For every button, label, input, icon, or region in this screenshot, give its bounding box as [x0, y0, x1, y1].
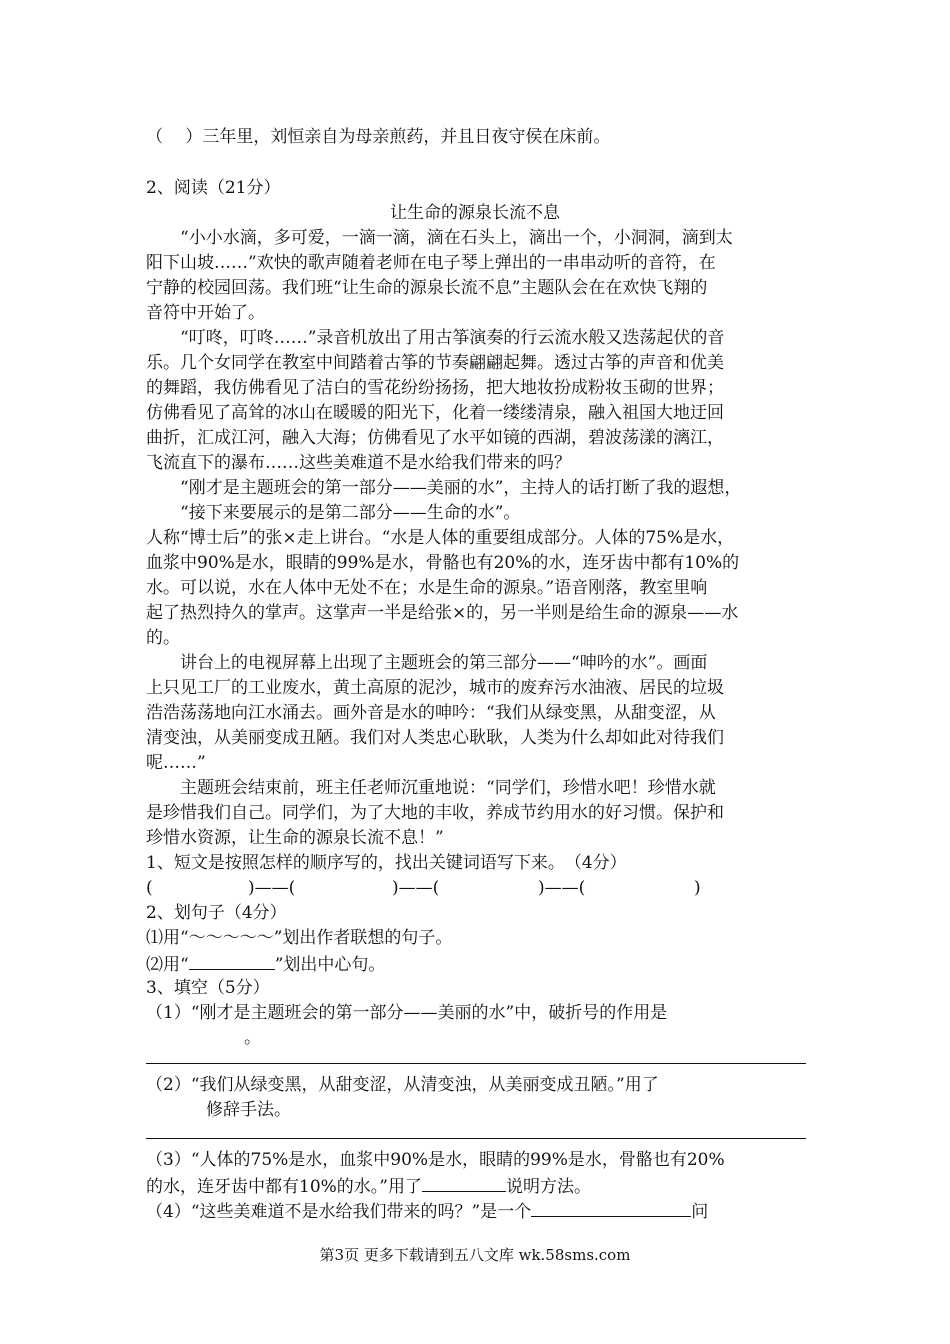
chain-part: )——( — [538, 878, 586, 898]
passage-line: 主题班会结束前，班主任老师沉重地说：“同学们，珍惜水吧！珍惜水就 — [146, 778, 716, 798]
section-heading: 2、阅读（21分） — [146, 178, 281, 198]
passage-line: 曲折，汇成江河，融入大海；仿佛看见了水平如镜的西湖，碧波荡漾的漓江， — [146, 428, 724, 448]
chain-part: )——( — [248, 878, 296, 898]
passage-line: 人称“博士后”的张×走上讲台。“水是人体的重要组成部分。人体的75%是水， — [146, 528, 735, 548]
passage-line: 清变浊，从美丽变成丑陋。我们对人类忠心耿耿，人类为什么却如此对待我们 — [146, 728, 724, 748]
passage-line: 上只见工厂的工业废水，黄土高原的泥沙，城市的废弃污水油液、居民的垃圾 — [146, 678, 724, 698]
underline-sample — [189, 951, 275, 970]
sub-4-prefix: （4）“这些美难道不是水给我们带来的吗？”是一个 — [146, 1202, 532, 1222]
question-3-sub-3: （3）“人体的75%是水，血浆中90%是水，眼睛的99%是水，骨骼也有20% — [146, 1150, 725, 1170]
answer-line[interactable] — [146, 1063, 806, 1064]
item-2-prefix: ⑵用“ — [146, 955, 189, 975]
passage-line: 阳下山坡……”欢快的歌声随着老师在电子琴上弹出的一串串动听的音符，在 — [146, 253, 716, 273]
question-1: 1、短文是按照怎样的顺序写的，找出关键词语写下来。 （4分） — [146, 853, 627, 873]
chain-part: )——( — [392, 878, 440, 898]
passage-line: 讲台上的电视屏幕上出现了主题班会的第三部分——“呻吟的水”。画面 — [146, 653, 708, 673]
passage-line: “叮咚，叮咚……”录音机放出了用古筝演奏的行云流水般又迭荡起伏的音 — [146, 328, 725, 348]
question-3-sub-1: （1）“刚才是主题班会的第一部分——美丽的水”中，破折号的作用是 — [146, 1003, 668, 1023]
question-3-sub-4 — [146, 1198, 708, 1224]
sub-3-prefix: 的水，连牙齿中都有10%的水。”用了 — [146, 1177, 422, 1197]
passage-line: 乐。几个女同学在教室中间踏着古筝的节奏翩翩起舞。透过古筝的声音和优美 — [146, 353, 724, 373]
chain-part: ) — [694, 878, 701, 898]
passage-line: 珍惜水资源，让生命的源泉长流不息！” — [146, 828, 444, 848]
question-3-sub-3-line-2 — [146, 1173, 591, 1199]
passage-line: 飞流直下的瀑布……这些美难道不是水给我们带来的吗？ — [146, 453, 571, 473]
item-2-suffix: ”划出中心句。 — [274, 955, 386, 975]
passage-line: 的。 — [146, 628, 180, 648]
passage-line: “刚才是主题班会的第一部分——美丽的水”，主持人的话打断了我的遐想， — [146, 478, 742, 498]
question-3-sub-1-end: 。 — [244, 1028, 261, 1048]
answer-blank[interactable] — [531, 1198, 691, 1217]
passage-title: 让生命的源泉长流不息 — [390, 203, 560, 223]
passage-line: 的舞蹈，我仿佛看见了洁白的雪花纷纷扬扬，把大地妆扮成粉妆玉砌的世界； — [146, 378, 724, 398]
question-2: 2、划句子（4分） — [146, 903, 287, 923]
question-3-sub-2-end: 修辞手法。 — [206, 1100, 291, 1120]
passage-line: 起了热烈持久的掌声。这掌声一半是给张×的，另一半则是给生命的源泉——水 — [146, 603, 739, 623]
chain-part: ( — [146, 878, 153, 898]
passage-line: 音符中开始了。 — [146, 303, 265, 323]
question-2-item-2 — [146, 951, 385, 977]
passage-line: 是珍惜我们自己。同学们，为了大地的丰收，养成节约用水的好习惯。保护和 — [146, 803, 724, 823]
passage-line: 血浆中90%是水，眼睛的99%是水，骨骼也有20%的水，连牙齿中都有10%的 — [146, 553, 740, 573]
passage-line: “小小水滴，多可爱，一滴一滴，滴在石头上，滴出一个，小洞洞，滴到太 — [146, 228, 733, 248]
top-line: （ ）三年里，刘恒亲自为母亲煎药，并且日夜守侯在床前。 — [146, 127, 611, 147]
passage-line: 宁静的校园回荡。我们班“让生命的源泉长流不息”主题队会在在欢快飞翔的 — [146, 278, 708, 298]
answer-blank[interactable] — [422, 1173, 506, 1192]
passage-line: 水。可以说，水在人体中无处不在；水是生命的源泉。”语音刚落，教室里响 — [146, 578, 708, 598]
passage-line: 呢……” — [146, 753, 206, 773]
passage-line: 浩浩荡荡地向江水涌去。画外音是水的呻吟：“我们从绿变黑，从甜变涩，从 — [146, 703, 716, 723]
question-3: 3、填空（5分） — [146, 978, 270, 998]
passage-line: 仿佛看见了高耸的冰山在暖暖的阳光下，化着一缕缕清泉，融入祖国大地迂回 — [146, 403, 724, 423]
question-2-item-1: ⑴用“～～～～～”划出作者联想的句子。 — [146, 928, 453, 948]
sub-3-suffix: 说明方法。 — [505, 1177, 591, 1197]
answer-line[interactable] — [146, 1138, 806, 1139]
page-footer: 第3页 更多下载请到五八文库 wk.58sms.com — [319, 1246, 631, 1264]
question-3-sub-2: （2）“我们从绿变黑，从甜变涩，从清变浊，从美丽变成丑陋。”用了 — [146, 1075, 659, 1095]
passage-line: “接下来要展示的是第二部分——生命的水”。 — [146, 503, 521, 523]
keyword-chain — [146, 876, 746, 900]
sub-4-suffix: 问 — [691, 1202, 709, 1222]
